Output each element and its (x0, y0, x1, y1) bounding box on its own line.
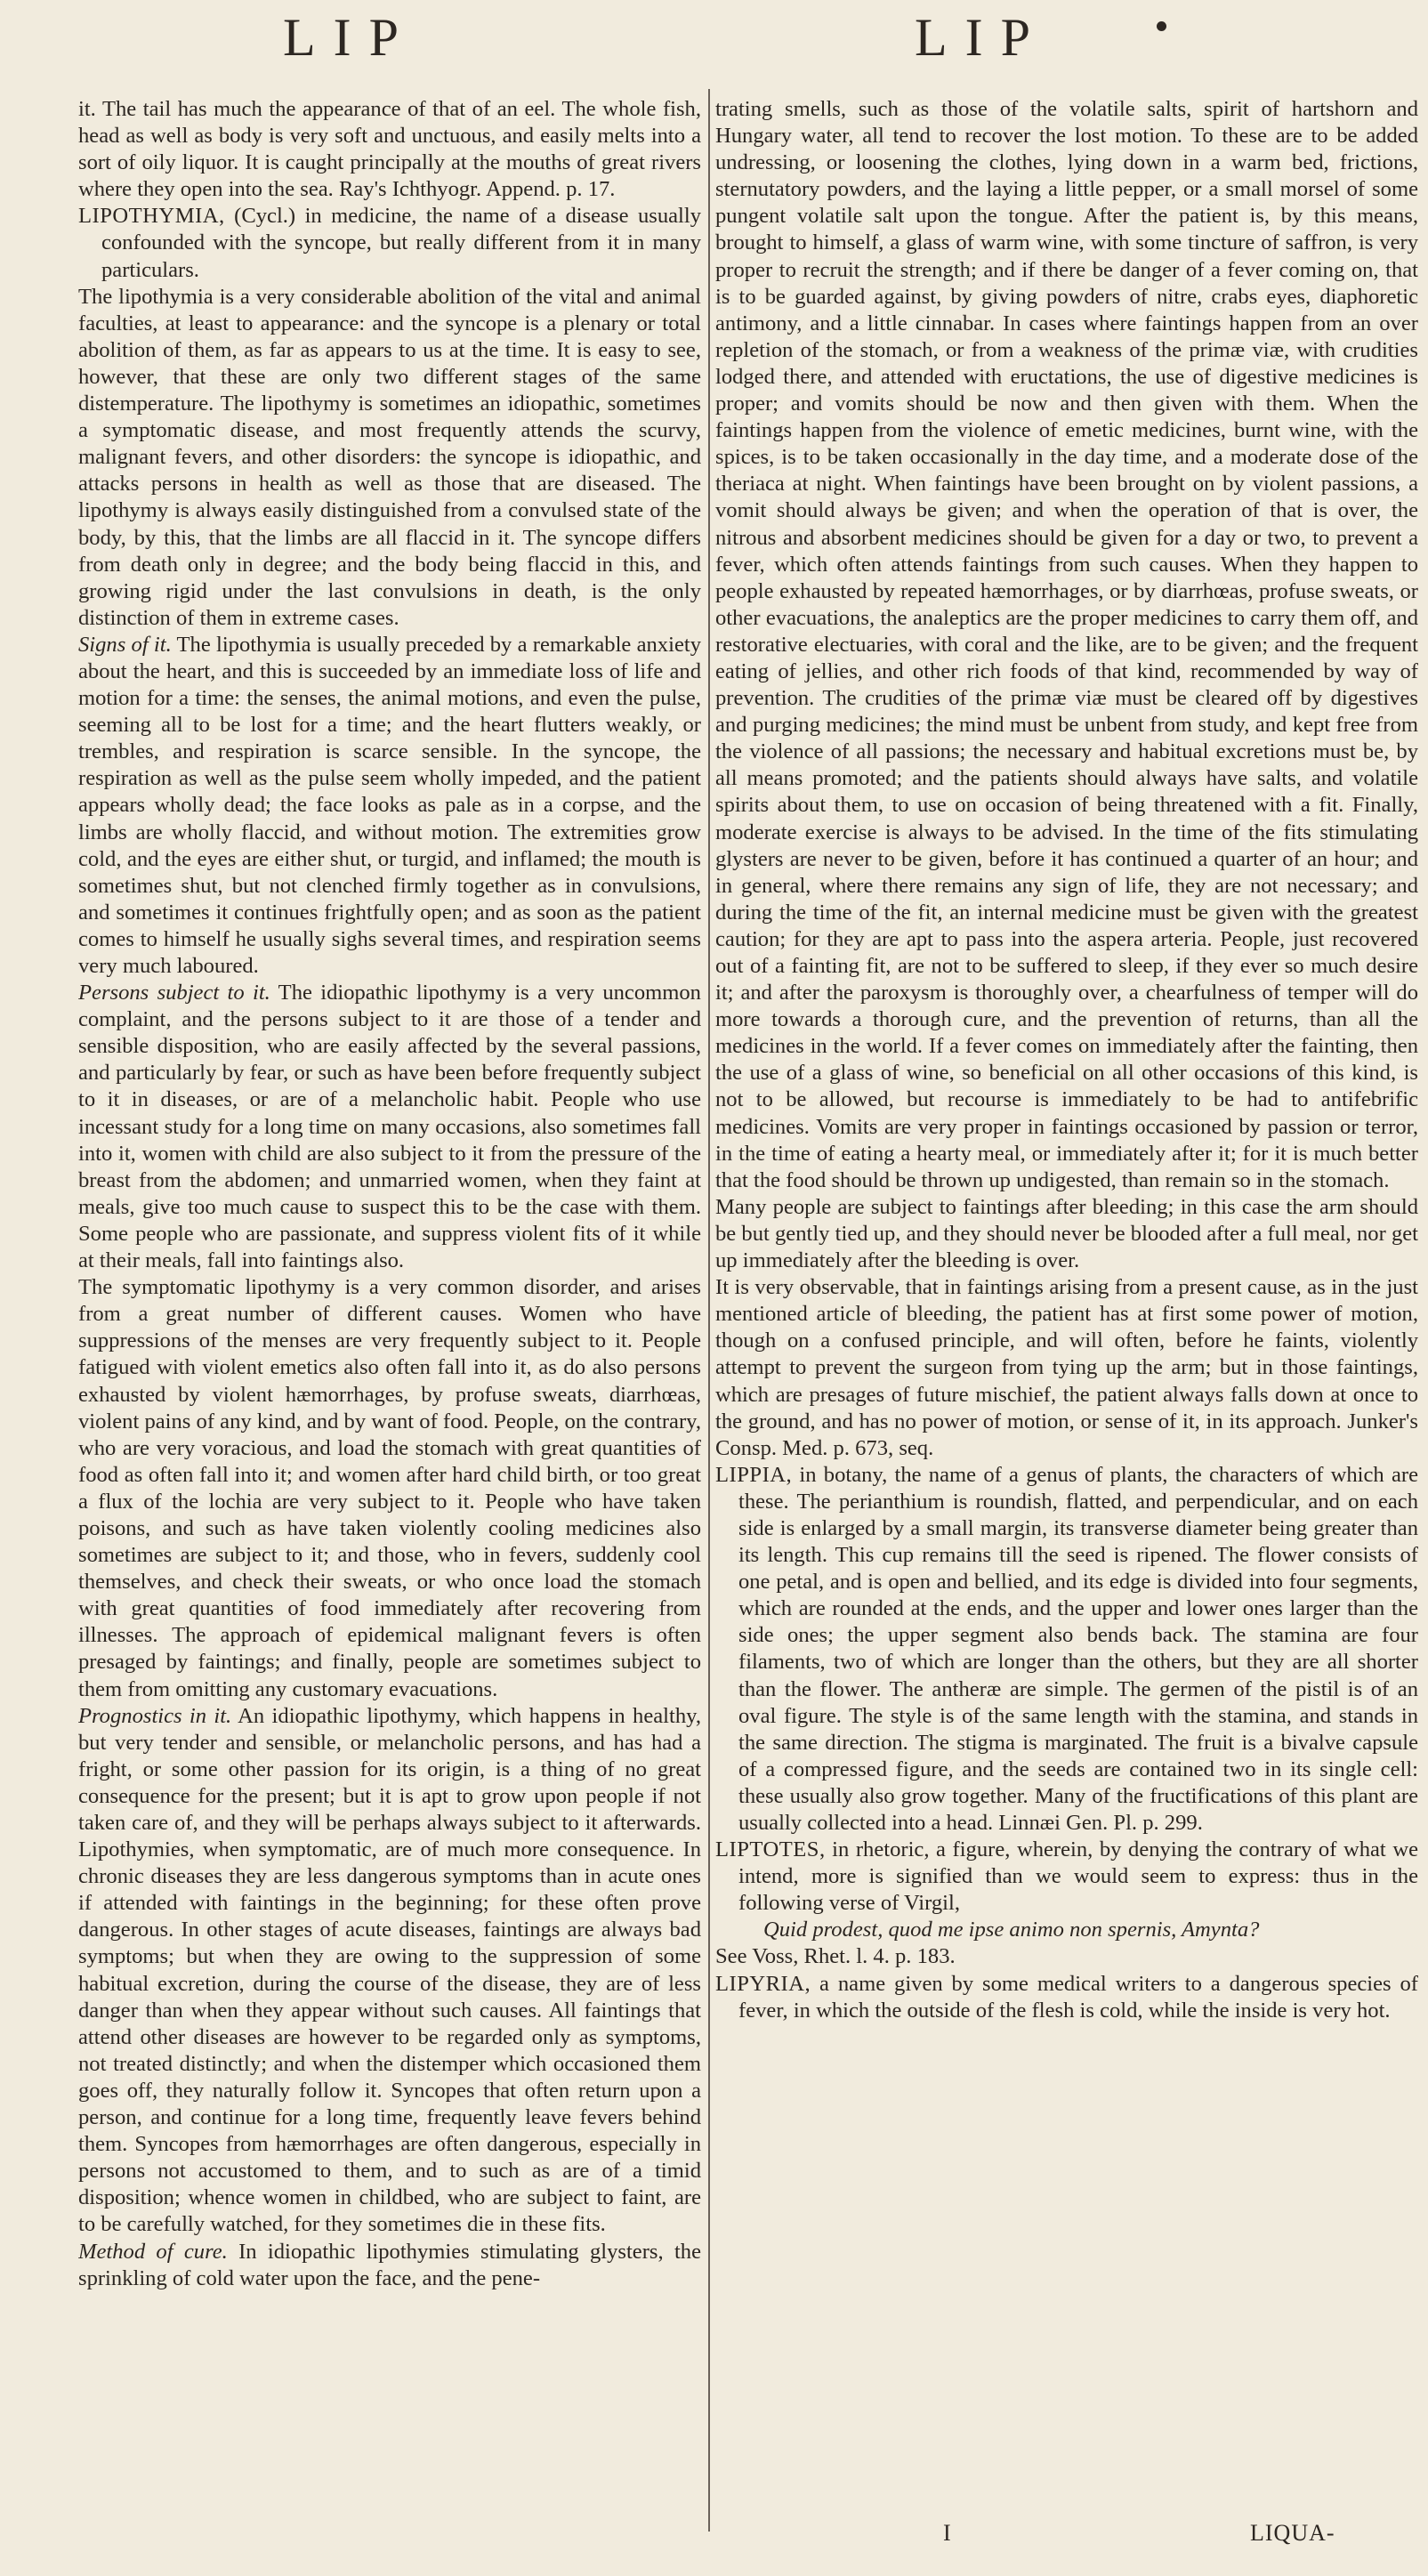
headword: LIPOTHYMIA, (78, 204, 225, 229)
paragraph: Prognostics in it. An idiopathic lipothymy, which happens in healthy, but very tender and sensible, or melancholic persons, and has had a fright, or some other passion for its origin, is a thing of no great consequence for the present; but it is apt to grow upon people if not taken care of, and they will be perhaps always subject to it afterwards. Lipothymies, when symptomatic, are of much more consequence. In chronic diseases they are less dangerous symptoms than in acute ones if attended with faintings in the beginning; for these often prove dangerous. In other stages of acute diseases, faintings are always bad symptoms; but when they are owing to the suppression of some habitual excretion, during the course of the disease, they are of less danger than when they appear without such causes. All faintings that attend other diseases are however to be regarded only as symptoms, not treated distinctly; and when the distemper which occasioned them goes off, they naturally follow it. Syncopes that often return upon a person, and continue for a long time, frequently leave fevers behind them. Syncopes from hæmorrhages are often dangerous, especially in persons not accustomed to them, and to such as are of a timid disposition; whence women in childbed, who are subject to faint, are to be carefully watched, for they sometimes die in these fits. (78, 1703, 701, 2237)
headword: LIPPIA, (715, 1462, 793, 1487)
paragraph: it. The tail has much the appearance of that of an eel. The whole fish, head as well as body is very soft and unctuous, and easily melts into a sort of oily liquor. It is caught principally at the mouths of great rivers where they open into the sea. Ray's Ichthyogr. Append. p. 17. (78, 97, 701, 202)
ornament-dot (1157, 21, 1166, 31)
entry-lipothymia: LIPOTHYMIA, (Cycl.) in medicine, the name of a disease usually confounded with the syncope, but really different from it in many particulars. (78, 204, 701, 282)
running-head-right: LIP (915, 8, 1048, 67)
signature-mark: I (943, 2520, 951, 2546)
subheading: Signs of it. (78, 632, 172, 657)
subheading: Prognostics in it. (78, 1703, 232, 1728)
headword: LIPTOTES, (715, 1837, 826, 1862)
subheading: Persons subject to it. (78, 981, 270, 1005)
paragraph: Method of cure. In idiopathic lipothymies stimulating glysters, the sprinkling of cold water upon the face, and the pene- (78, 2239, 701, 2290)
paragraph: It is very observable, that in faintings arising from a present cause, as in the just mentioned article of bleeding, the patient has at first some power of motion, though on a confused principle, and will often, before he faints, violently attempt to prevent the surgeon from tying up the arm; but in those faintings, which are presages of future mischief, the patient always falls down at once to the ground, and has no power of motion, or sense of it, in its approach. Junker's Consp. Med. p. 673, seq. (715, 1275, 1418, 1460)
paragraph: Many people are subject to faintings after bleeding; in this case the arm should be but gently tied up, and they should never be blooded after a full meal, nor get up immediately after the bleeding is over. (715, 1194, 1418, 1273)
column-divider (708, 89, 710, 2532)
entry-lippia: LIPPIA, in botany, the name of a genus of plants, the characters of which are these. The perianthium is roundish, flatted, and perpendicular, and on each side is enlarged by a small margin, its transverse diameter being greater than its length. This cup remains till the seed is ripened. The flower consists of one petal, and is open and bellied, and its edge is divided into four segments, which are rounded at the ends, and the upper and lower ones larger than the side ones; the upper segment also bends back. The stamina are four filaments, two of which are longer than the others, but they are all shorter than the flower. The antheræ are simple. The germen of the pistil is of an oval figure. The style is of the same length with the stamina, and stands in the same direction. The stigma is marginated. The fruit is a bivalve capsule of a compressed figure, and the seeds are contained two in its single cell: these usually also grow together. Many of the fructifications of this plant are usually collected into a head. Linnæi Gen. Pl. p. 299. (715, 1462, 1418, 1835)
left-column (78, 96, 701, 2516)
paragraph: Persons subject to it. The idiopathic lipothymy is a very uncommon complaint, and the persons subject to it are those of a tender and sensible disposition, who are easily affected by the several passions, and particularly by fear, or such as have been before frequently subject to it in diseases, or are of a melancholic habit. People who use incessant study for a long time on many occasions, also sometimes fall into it, women with child are also subject to it from the pressure of the breast from the abdomen; and unmarried women, when they faint at meals, give too much cause to suspect this to be the case with them. Some people who are passionate, and suppress violent fits of it while at their meals, fall into faintings also. (78, 981, 701, 1273)
entry-liptotes: LIPTOTES, in rhetoric, a figure, wherein, by denying the contrary of what we intend, more is signified than we would seem to express: thus in the following verse of Virgil, (715, 1837, 1418, 1916)
paragraph: See Voss, Rhet. l. 4. p. 183. (715, 1944, 956, 1969)
paragraph: The lipothymia is a very considerable abolition of the vital and animal faculties, at least to appearance: and the syncope is a plenary or total abolition of them, as far as appears to us at the time. It is easy to see, however, that these are only two different stages of the same distemperature. The lipothymy is sometimes an idiopathic, sometimes a symptomatic disease, and most frequently attends the scurvy, malignant fevers, and other disorders: the syncope is idiopathic, and attacks persons in health as well as those that are diseased. The lipothymy is always easily distinguished from a convulsed state of the body, by this, that the limbs are all flaccid in it. The syncope differs from death only in degree; and the body being flaccid in this, and growing rigid under the last convulsions in death, is the only distinction of them in extreme cases. (78, 284, 701, 630)
catchword: LIQUA- (1250, 2520, 1335, 2546)
right-column (715, 96, 1418, 2516)
subheading: Method of cure. (78, 2239, 228, 2264)
running-head-left: LIP (283, 8, 416, 67)
headword: LIPYRIA, (715, 1971, 811, 1996)
verse-quotation: Quid prodest, quod me ipse animo non spernis, Amynta? (763, 1918, 1260, 1942)
paragraph: Signs of it. The lipothymia is usually preceded by a remarkable anxiety about the heart, and this is succeeded by an immediate loss of life and motion for a time: the senses, the animal motions, and even the pulse, seeming all to be lost for a time; and the heart flutters weakly, or trembles, and respiration is scarce sensible. In the syncope, the respiration as well as the pulse seem wholly impeded, and the patient appears wholly dead; the face looks as pale as in a corpse, and the limbs are wholly flaccid, and without motion. The extremities grow cold, and the eyes are either shut, or turgid, and inflamed; the mouth is sometimes shut, but not clenched firmly together as in convulsions, and sometimes it continues frightfully open; and as soon as the patient comes to himself he usually sighs several times, and respiration seems very much laboured. (78, 632, 701, 978)
entry-lipyria: LIPYRIA, a name given by some medical writers to a dangerous species of fever, in which the outside of the flesh is cold, while the inside is very hot. (715, 1971, 1418, 2023)
paragraph: trating smells, such as those of the volatile salts, spirit of hartshorn and Hungary water, all tend to recover the lost motion. To these are to be added undressing, or loosening the clothes, lying down in a warm bed, frictions, sternutatory powders, and the laying a little pepper, or a small morsel of some pungent volatile salt upon the tongue. After the patient is, by this means, brought to himself, a glass of warm wine, with some tincture of saffron, is very proper to recruit the strength; and if there be danger of a fever coming on, that is to be guarded against, by giving powders of nitre, crabs eyes, diaphoretic antimony, and a little cinnabar. In cases where faintings happen from an over repletion of the stomach, or from a weakness of the primæ viæ, with crudities lodged there, and attended with eructations, the use of digestive medicines is proper; and vomits should be now and then given with them. When the faintings happen from the violence of emetic medicines, burnt wine, with the spices, is to be taken occasionally in the day time, and a moderate dose of the theriaca at night. When faintings have been brought on by violent passions, a vomit should always be given; and when the operation of that is over, the nitrous and absorbent medicines should be given for a day or two, to prevent a fever, which often attends faintings from such causes. When they happen to people exhausted by repeated hæmorrhages, or by diarrhœas, profuse sweats, or other evacuations, the analeptics are the proper medicines to carry them off, and restorative electuaries, with coral and the like, are to be given; and the frequent eating of jellies, and other rich foods of that kind, recommended by way of prevention. The crudities of the primæ viæ must be cleared off by digestives and purging medicines; the mind must be unbent from study, and kept free from the violence of all passions; the necessary and habitual excretions must be, by all means promoted; and the patients should always have salts, and volatile spirits about them, to use on occasion of being threatened with a fit. Finally, moderate exercise is always to be advised. In the time of the fits stimulating glysters are never to be given, before it has continued a quarter of an hour; and in general, where there remains any sign of life, they are not necessary; and during the time of the fit, an internal medicine must be given with the greatest caution; for they are apt to pass into the aspera arteria. People, just recovered out of a fainting fit, are not to be suffered to sleep, if they ever so much desire it; and after the paroxysm is thoroughly over, a chearfulness of temper will do more towards a thorough cure, and the prevention of returns, than all the medicines in the world. If a fever comes on immediately after the fainting, then the use of a glass of wine, so beneficial on all other occasions of this kind, is not to be allowed, but recourse is immediately to be had to antifebrific medicines. Vomits are very proper in faintings occasioned by passion or terror, in the time of eating a hearty meal, or immediately after it; for it is much better that the food should be thrown up undigested, than remain so in the stomach. (715, 97, 1418, 1192)
paragraph: The symptomatic lipothymy is a very common disorder, and arises from a great number of different causes. Women who have suppressions of the menses are very frequently subject to it. People fatigued with violent emetics also often fall into it, as do also persons exhausted by violent hæmorrhages, by profuse sweats, diarrhœas, violent pains of any kind, and by want of food. People, on the contrary, who are very voracious, and load the stomach with great quantities of food as often fall into it; and women after hard child birth, or too great a flux of the lochia are very subject to it. People who have taken poisons, and such as have taken violently cooling medicines also sometimes are subject to it; and those, who in fevers, suddenly cool themselves, and check their sweats, or who once load the stomach with great quantities of food immediately after recovering from illnesses. The approach of epidemical malignant fevers is often presaged by faintings; and finally, people are sometimes subject to them from omitting any customary evacuations. (78, 1275, 701, 1701)
